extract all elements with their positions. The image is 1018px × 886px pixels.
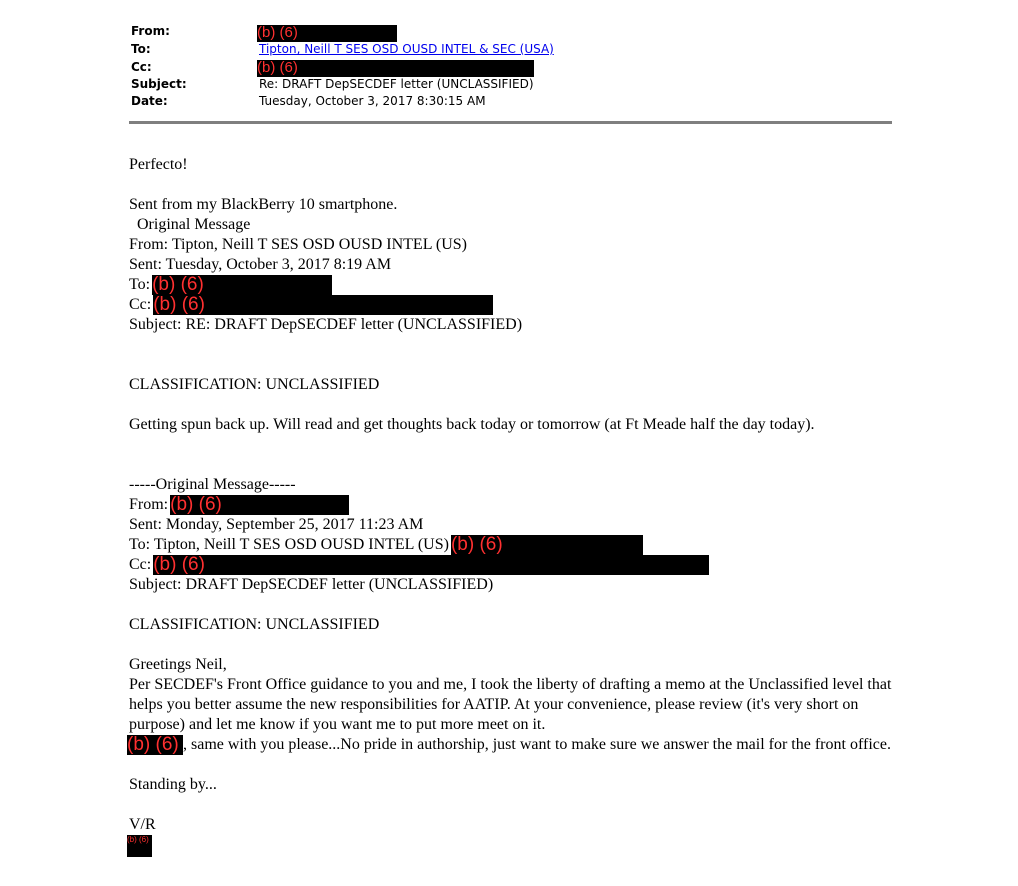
om2-header: -----Original Message-----: [129, 476, 296, 493]
to-recipient-link[interactable]: Tipton, Neill T SES OSD OUSD INTEL & SEC (USA): [259, 42, 554, 56]
om2-from-label: From:: [129, 496, 169, 513]
om1-to-label: To:: [129, 276, 151, 293]
om2-cc-label: Cc:: [129, 556, 152, 573]
signature-row: [129, 835, 899, 855]
om2-cc-row: [129, 555, 899, 575]
spacer: [129, 355, 899, 375]
standing-by-text: Standing by...: [129, 776, 217, 793]
reply-text: Getting spun back up. Will read and get thoughts back today or tomorrow (at Ft Meade half the day today).: [129, 416, 815, 433]
om2-cc-redaction: (b) (6): [153, 555, 709, 575]
sent-from-text: Sent from my BlackBerry 10 smartphone.: [129, 196, 398, 213]
vr-text: V/R: [129, 816, 156, 833]
om1-cc-row: [129, 295, 899, 315]
memo-paragraph: Per SECDEF's Front Office guidance to you and me, I took the liberty of drafting a memo at the Unclassified level that helps you better assume the new responsibilities for AATIP. At your convenience, please review (it's very short on purpose) and let me know if you want me to put more meet on it.: [129, 676, 892, 733]
subject-value: Re: DRAFT DepSECDEF letter (UNCLASSIFIED): [259, 77, 534, 91]
om2-to-text: To: Tipton, Neill T SES OSD OUSD INTEL (US): [129, 536, 449, 553]
om1-subject: Subject: RE: DRAFT DepSECDEF letter (UNCLASSIFIED): [129, 316, 523, 333]
spacer: [129, 435, 899, 455]
authorship-redaction: (b) (6): [127, 735, 183, 755]
to-label: To:: [131, 42, 151, 56]
greeting-text: Perfecto!: [129, 156, 188, 173]
spacer: [129, 755, 899, 775]
spacer: [129, 635, 899, 655]
classification-1: CLASSIFICATION: UNCLASSIFIED: [129, 376, 380, 393]
classification-2: CLASSIFICATION: UNCLASSIFIED: [129, 616, 380, 633]
om1-sent: Sent: Tuesday, October 3, 2017 8:19 AM: [129, 256, 392, 273]
om1-to-row: [129, 275, 899, 295]
from-label: From:: [131, 24, 170, 38]
signature-redaction: (b) (6): [127, 835, 152, 857]
om2-to-row: [129, 535, 899, 555]
header-cc-redaction: (b) (6): [257, 60, 534, 77]
om1-cc-label: Cc:: [129, 296, 152, 313]
spacer: [129, 175, 899, 195]
om2-sent: Sent: Monday, September 25, 2017 11:23 AM: [129, 516, 424, 533]
spacer: [129, 335, 899, 355]
om2-subject: Subject: DRAFT DepSECDEF letter (UNCLASSIFIED): [129, 576, 494, 593]
spacer: [129, 595, 899, 615]
spacer: [129, 455, 899, 475]
om1-to-redaction: (b) (6): [152, 275, 332, 295]
header-divider: [129, 121, 892, 124]
subject-label: Subject:: [131, 77, 187, 91]
om2-from-row: [129, 495, 899, 515]
authorship-paragraph: [129, 735, 899, 755]
header-from-redaction: (b) (6): [257, 25, 397, 42]
om2-from-redaction: (b) (6): [170, 495, 349, 515]
om2-to-redaction: (b) (6): [451, 535, 643, 555]
authorship-text: , same with you please...No pride in authorship, just want to make sure we answer the mail for the front office.: [183, 736, 891, 753]
spacer: [129, 395, 899, 415]
original-message-label: Original Message: [129, 216, 251, 233]
om1-from: From: Tipton, Neill T SES OSD OUSD INTEL (US): [129, 236, 467, 253]
cc-label: Cc:: [131, 60, 152, 74]
email-body: [129, 155, 899, 855]
date-value: Tuesday, October 3, 2017 8:30:15 AM: [259, 94, 486, 108]
om1-cc-redaction: (b) (6): [153, 295, 493, 315]
spacer: [129, 795, 899, 815]
greetings-text: Greetings Neil,: [129, 656, 227, 673]
date-label: Date:: [131, 94, 168, 108]
